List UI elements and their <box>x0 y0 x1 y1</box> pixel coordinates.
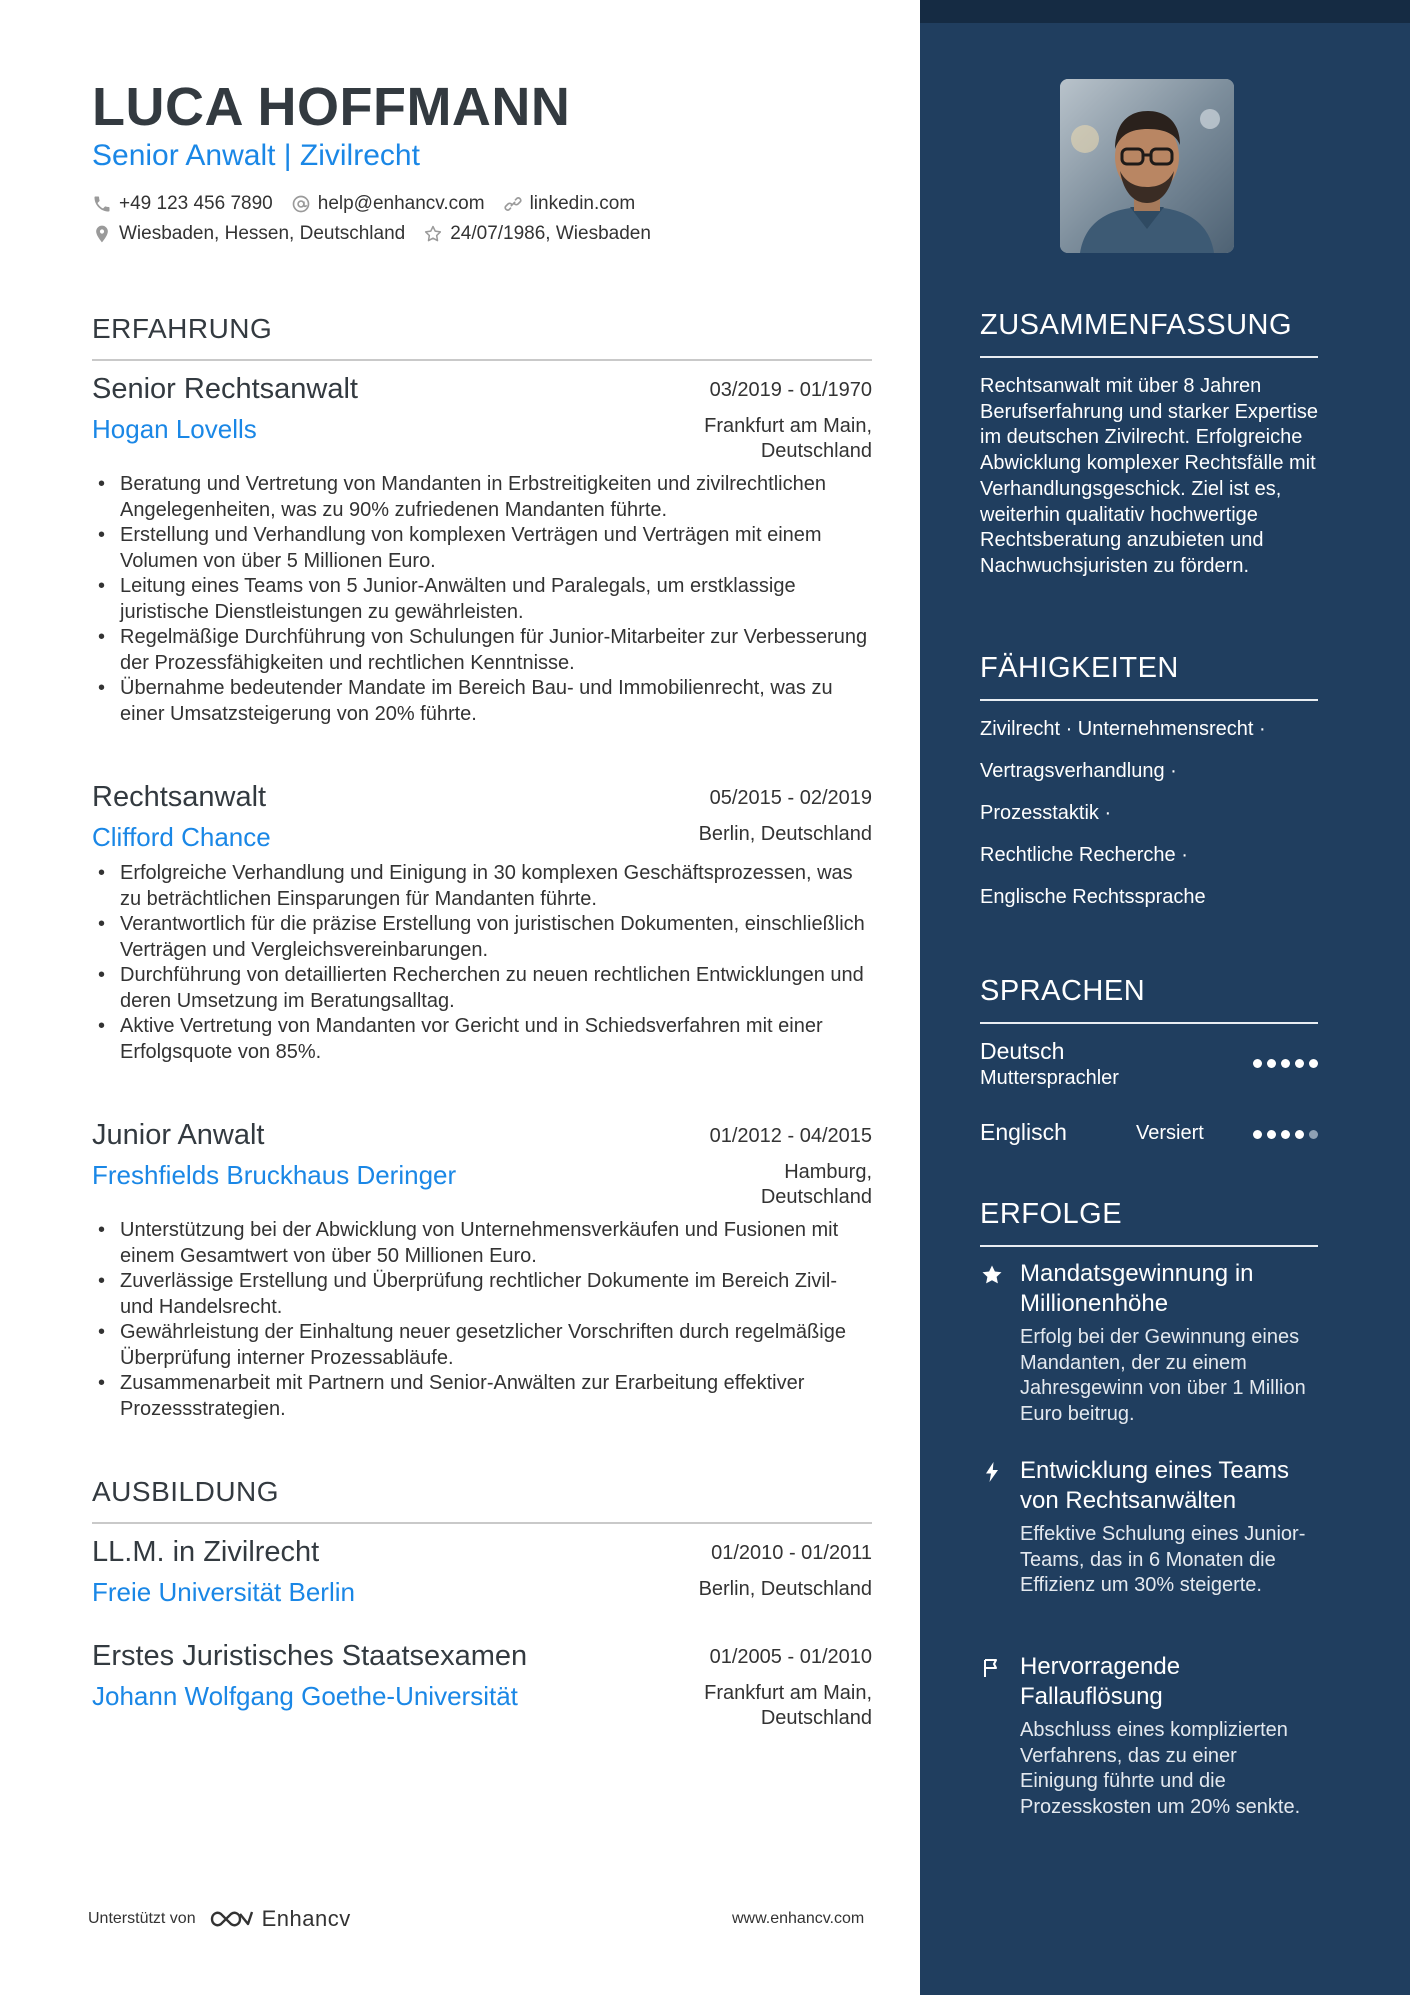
job-location-line1: Hamburg, <box>784 1161 872 1183</box>
language-name: Englisch <box>980 1119 1067 1145</box>
contact-birth <box>423 223 651 245</box>
achievements-heading: ERFOLGE <box>980 1198 1318 1247</box>
job-bullets <box>92 1218 872 1422</box>
sidebar-top-bar <box>920 0 1410 23</box>
rating-dot-filled <box>1281 1130 1290 1139</box>
contact-row-1 <box>92 193 653 215</box>
languages-heading: SPRACHEN <box>980 975 1318 1024</box>
rating-dot-filled <box>1267 1059 1276 1068</box>
language-level: Muttersprachler <box>980 1067 1119 1089</box>
language-item <box>980 1119 1318 1146</box>
bullet-item: • Leitung eines Teams von 5 Junior-Anwälten und Paralegals, um erstklassige juristische Dienstleistungen zu gewährleisten. <box>92 574 872 625</box>
job-company[interactable]: Freshfields Bruckhaus Deringer <box>92 1160 457 1190</box>
job-location <box>761 1160 872 1210</box>
achievement-desc: Effektive Schulung eines Junior-Teams, das in 6 Monaten die Effizienz um 30% steigerte. <box>1020 1523 1306 1596</box>
footer-powered-by[interactable] <box>88 1906 351 1932</box>
education-location <box>699 1577 872 1602</box>
education-location <box>704 1681 872 1731</box>
job-dates: 03/2019 - 01/1970 <box>709 379 872 401</box>
job-bullets <box>92 861 872 1065</box>
education-degree: Erstes Juristisches Staatsexamen <box>92 1640 528 1672</box>
job-location-line2: Deutschland <box>760 1186 872 1208</box>
education-school[interactable]: Freie Universität Berlin <box>92 1577 355 1607</box>
skills-list <box>980 716 1320 926</box>
bullet-item: • Unterstützung bei der Abwicklung von Unternehmensverkäufen und Fusionen mit einem Gesamtwert von über 50 Millionen Euro. <box>92 1218 872 1269</box>
contact-phone[interactable] <box>92 193 273 215</box>
achievement-desc: Erfolg bei der Gewinnung eines Mandanten, der zu einem Jahresgewinn von über 1 Million Euro beitrug. <box>1020 1326 1306 1425</box>
education-location-line2: Deutschland <box>760 1707 872 1729</box>
achievement-item <box>980 1259 1320 1427</box>
bullet-item: • Verantwortlich für die präzise Erstellung von juristischen Dokumenten, einschließlich Verträgen und Vergleichsvereinbarungen. <box>92 912 872 963</box>
contact-location <box>92 223 405 245</box>
powered-by-text: Unterstützt von <box>88 1910 196 1927</box>
skills-heading: FÄHIGKEITEN <box>980 652 1318 701</box>
rating-dot-empty <box>1309 1130 1318 1139</box>
achievement-desc: Abschluss eines komplizierten Verfahrens, das zu einer Einigung führte und die Prozesskosten um 20% senkte. <box>1020 1719 1301 1818</box>
footer-brand: Enhancv <box>261 1906 351 1931</box>
skill-line: Englische Rechtssprache <box>980 886 1206 908</box>
job-company[interactable]: Clifford Chance <box>92 822 271 852</box>
skill-line: Vertragsverhandlung · <box>980 760 1177 782</box>
education-location-line1: Berlin, Deutschland <box>698 1578 872 1600</box>
job-bullets <box>92 472 872 727</box>
job-location-line1: Berlin, Deutschland <box>698 823 872 845</box>
summary-heading: ZUSAMMENFASSUNG <box>980 309 1318 358</box>
rating-dot-filled <box>1281 1059 1290 1068</box>
achievement-item <box>980 1652 1320 1820</box>
job-dates: 05/2015 - 02/2019 <box>709 787 872 809</box>
job-location-line2: Deutschland <box>760 440 872 462</box>
language-rating <box>1248 1059 1318 1068</box>
education-school[interactable]: Johann Wolfgang Goethe-Universität <box>92 1681 518 1711</box>
job-location-line1: Frankfurt am Main, <box>704 415 872 437</box>
education-dates: 01/2005 - 01/2010 <box>709 1646 872 1668</box>
education-dates: 01/2010 - 01/2011 <box>711 1542 872 1564</box>
location-pin-icon <box>92 224 112 244</box>
bullet-item: • Übernahme bedeutender Mandate im Bereich Bau- und Immobilienrecht, was zu einer Umsatzsteigerung von 20% führte. <box>92 676 872 727</box>
achievement-item <box>980 1456 1320 1599</box>
link-icon <box>503 194 523 214</box>
email-text: help@enhancv.com <box>317 193 485 214</box>
rating-dot-filled <box>1309 1059 1318 1068</box>
job-company[interactable]: Hogan Lovells <box>92 414 257 444</box>
education-heading: AUSBILDUNG <box>92 1476 872 1524</box>
job-entry <box>92 781 872 1065</box>
star-icon <box>980 1263 1004 1287</box>
skill-line: Prozesstaktik · <box>980 802 1112 824</box>
candidate-title: Senior Anwalt | Zivilrecht <box>92 139 420 172</box>
enhancv-logo-icon <box>208 1906 254 1932</box>
rating-dot-filled <box>1253 1059 1262 1068</box>
bullet-item: • Erstellung und Verhandlung von komplexen Verträgen und Verträgen mit einem Volumen von über 5 Millionen Euro. <box>92 523 872 574</box>
linkedin-text: linkedin.com <box>529 193 636 214</box>
bullet-item: • Erfolgreiche Verhandlung und Einigung in 30 komplexen Geschäftsprozessen, was zu beträchtlichen Einsparungen für Mandanten führte. <box>92 861 872 912</box>
language-name: Deutsch <box>980 1038 1065 1064</box>
profile-photo <box>1060 79 1234 253</box>
rating-dot-filled <box>1253 1130 1262 1139</box>
bullet-item: • Zusammenarbeit mit Partnern und Senior-Anwälten zur Erarbeitung effektiver Prozessstrategien. <box>92 1371 872 1422</box>
rating-dot-filled <box>1295 1059 1304 1068</box>
education-degree: LL.M. in Zivilrecht <box>92 1536 320 1568</box>
at-icon <box>291 194 311 214</box>
bullet-item: • Durchführung von detaillierten Recherchen zu neuen rechtlichen Entwicklungen und deren Umsetzung im Beratungsalltag. <box>92 963 872 1014</box>
job-entry <box>92 1119 872 1422</box>
contact-row-2 <box>92 223 669 245</box>
language-rating <box>1248 1130 1318 1139</box>
contact-email[interactable] <box>291 193 485 215</box>
bullet-item: • Zuverlässige Erstellung und Überprüfung rechtlicher Dokumente im Bereich Zivil- und Handelsrecht. <box>92 1269 872 1320</box>
achievement-title: Mandatsgewinnung in Millionenhöhe <box>1020 1260 1254 1317</box>
experience-heading: ERFAHRUNG <box>92 313 872 361</box>
job-location <box>704 414 872 464</box>
avatar-portrait <box>1060 79 1234 253</box>
contact-linkedin[interactable] <box>503 193 636 215</box>
summary-text: Rechtsanwalt mit über 8 Jahren Berufserfahrung und starker Expertise im deutschen Zivilrecht. Erfolgreiche Abwicklung komplexer Rechtsfälle mit Verhandlungsgeschick. Ziel ist es, weiterhin qualitativ hochwertige Rechtsberatung anzubieten und Nachwuchsjuristen zu fördern. <box>980 375 1318 577</box>
job-role: Rechtsanwalt <box>92 781 267 813</box>
bullet-item: • Beratung und Vertretung von Mandanten in Erbstreitigkeiten und zivilrechtlichen Angelegenheiten, was zu 90% zufriedenen Mandanten führte. <box>92 472 872 523</box>
bullet-item: • Gewährleistung der Einhaltung neuer gesetzlicher Vorschriften durch regelmäßige Überprüfung interner Prozessabläufe. <box>92 1320 872 1371</box>
education-entry <box>92 1640 872 1731</box>
footer-website[interactable]: www.enhancv.com <box>732 1910 865 1927</box>
skill-line: Zivilrecht · Unternehmensrecht · <box>980 718 1266 740</box>
language-item <box>980 1038 1318 1090</box>
flag-icon <box>980 1656 1004 1680</box>
education-entry <box>92 1536 872 1608</box>
rating-dot-filled <box>1267 1130 1276 1139</box>
achievement-title: Hervorragende Fallauflösung <box>1020 1653 1181 1710</box>
achievement-title: Entwicklung eines Teams von Rechtsanwälten <box>1020 1457 1290 1514</box>
bullet-item: • Regelmäßige Durchführung von Schulungen für Junior-Mitarbeiter zur Verbesserung der Prozessfähigkeiten und rechtlichen Kenntnisse. <box>92 625 872 676</box>
location-text: Wiesbaden, Hessen, Deutschland <box>119 223 406 244</box>
skill-line: Rechtliche Recherche · <box>980 844 1188 866</box>
education-location-line1: Frankfurt am Main, <box>704 1682 872 1704</box>
lightning-icon <box>980 1460 1004 1484</box>
job-location <box>699 822 872 847</box>
job-role: Junior Anwalt <box>92 1119 265 1151</box>
language-level: Versiert <box>1136 1122 1204 1144</box>
phone-text: +49 123 456 7890 <box>119 193 273 214</box>
job-dates: 01/2012 - 04/2015 <box>709 1125 872 1147</box>
bullet-item: • Aktive Vertretung von Mandanten vor Gericht und in Schiedsverfahren mit einer Erfolgsquote von 85%. <box>92 1014 872 1065</box>
candidate-name: LUCA HOFFMANN <box>92 77 571 137</box>
phone-icon <box>92 194 112 214</box>
birth-text: 24/07/1986, Wiesbaden <box>450 223 651 244</box>
star-outline-icon <box>423 224 443 244</box>
job-entry <box>92 373 872 727</box>
rating-dot-filled <box>1295 1130 1304 1139</box>
job-role: Senior Rechtsanwalt <box>92 373 358 405</box>
